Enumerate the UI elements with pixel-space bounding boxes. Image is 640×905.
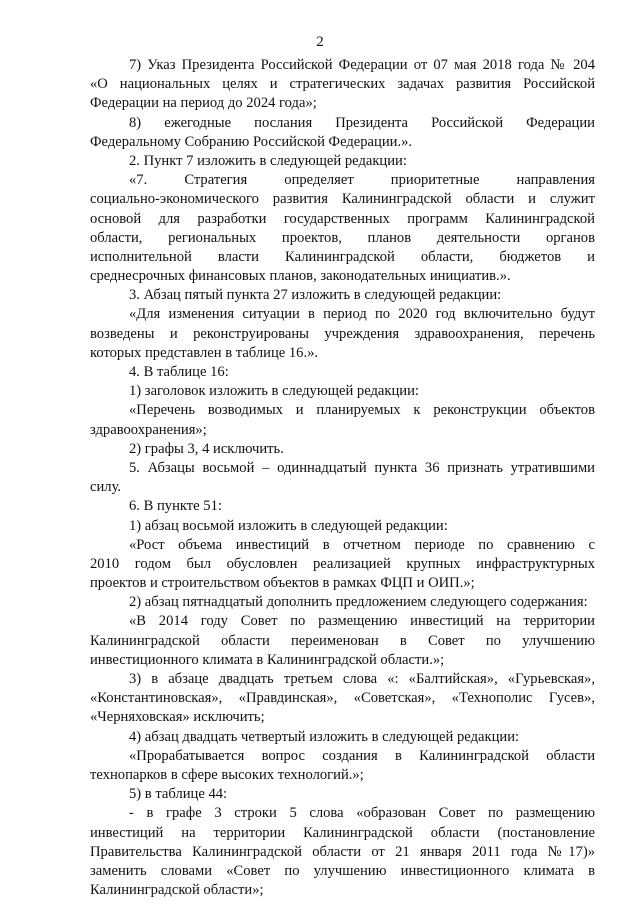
page-number: 2 — [316, 34, 324, 50]
text-line: 2010 годом был обусловлен реализацией крупных инфраструктурных — [90, 555, 595, 572]
text-line: инвестиционного климата в Калининградской области.»; — [90, 651, 445, 668]
text-line: возведены и реконструированы учреждения здравоохранения, перечень — [90, 325, 595, 342]
text-line: «В 2014 году Совет по размещению инвестиций на территории — [129, 613, 595, 630]
text-line: 3. Абзац пятый пункта 27 изложить в следующей редакции: — [129, 287, 502, 304]
text-line: Правительства Калининградской области от 21 января 2011 года №17)» — [90, 843, 595, 860]
text-line: «7. Стратегия определяет приоритетные направления — [129, 172, 595, 189]
text-line: проектов и строительством объектов в рамках ФЦП и ОИП.»; — [90, 575, 475, 592]
text-line: 5) в таблице 44: — [129, 786, 228, 803]
text-line: 2) графы 3, 4 исключить. — [129, 440, 284, 457]
text-line: 1) абзац восьмой изложить в следующей редакции: — [129, 517, 448, 534]
text-line: среднесрочных финансовых планов, законодательных инициатив.». — [90, 268, 511, 285]
text-line: - в графе 3 строки 5 слова «образован Совет по размещению — [129, 805, 595, 822]
text-line: здравоохранения»; — [90, 421, 207, 438]
text-line: инвестиций на территории Калининградской области (постановление — [90, 824, 595, 841]
text-line: исполнительной власти Калининградской области, бюджетов и — [90, 248, 595, 265]
text-line: социально-экономического развития Калининградской области и служит — [90, 191, 595, 208]
text-line: Калининградской области переименован в Совет по улучшению — [90, 632, 595, 649]
text-line: 2) абзац пятнадцатый дополнить предложением следующего содержания: — [129, 594, 588, 611]
text-line: технопарков в сфере высоких технологий.»; — [90, 766, 364, 783]
text-line: 6. В пункте 51: — [129, 498, 222, 515]
text-line: «Прорабатывается вопрос создания в Калининградской области — [129, 747, 595, 764]
text-line: «Для изменения ситуации в период по 2020 год включительно будут — [129, 306, 595, 323]
document-body — [90, 56, 595, 900]
text-line: «Черняховская» исключить; — [90, 709, 265, 726]
text-line: силу. — [90, 479, 122, 496]
text-line: «Константиновская», «Правдинская», «Советская», «Технополис Гусев», — [90, 690, 595, 707]
text-line: 4. В таблице 16: — [129, 364, 229, 380]
text-line: 8) ежегодные послания Президента Российской Федерации — [129, 114, 595, 131]
text-line: Федеральному Собранию Российской Федерации.». — [90, 133, 413, 150]
text-line: 7) Указ Президента Российской Федерации от 07 мая 2018 года № 204 — [129, 57, 595, 73]
text-line: 4) абзац двадцать четвертый изложить в следующей редакции: — [129, 728, 520, 745]
text-line: области, региональных проектов, планов деятельности органов — [90, 229, 595, 246]
text-line: 5. Абзацы восьмой – одиннадцатый пункта 36 признать утратившими — [129, 459, 595, 476]
text-line: «Рост объема инвестиций в отчетном периоде по сравнению с — [129, 536, 595, 553]
text-line: основой для разработки государственных программ Калининградской — [90, 210, 595, 227]
text-line: Калининградской области»; — [90, 882, 264, 899]
text-line: 3) в абзаце двадцать третьем слова «: «Балтийская», «Гурьевская», — [129, 671, 595, 687]
text-line: «Перечень возводимых и планируемых к реконструкции объектов — [129, 402, 595, 419]
text-line: 1) заголовок изложить в следующей редакции: — [129, 383, 419, 400]
text-line: Федерации на период до 2024 года»; — [90, 95, 317, 112]
text-line: заменить словами «Совет по улучшению инвестиционного климата в — [90, 862, 595, 879]
text-line: «О национальных целях и стратегических задачах развития Российской — [90, 76, 595, 93]
text-line: 2. Пункт 7 изложить в следующей редакции: — [129, 152, 407, 169]
text-line: которых представлен в таблице 16.». — [90, 344, 319, 361]
